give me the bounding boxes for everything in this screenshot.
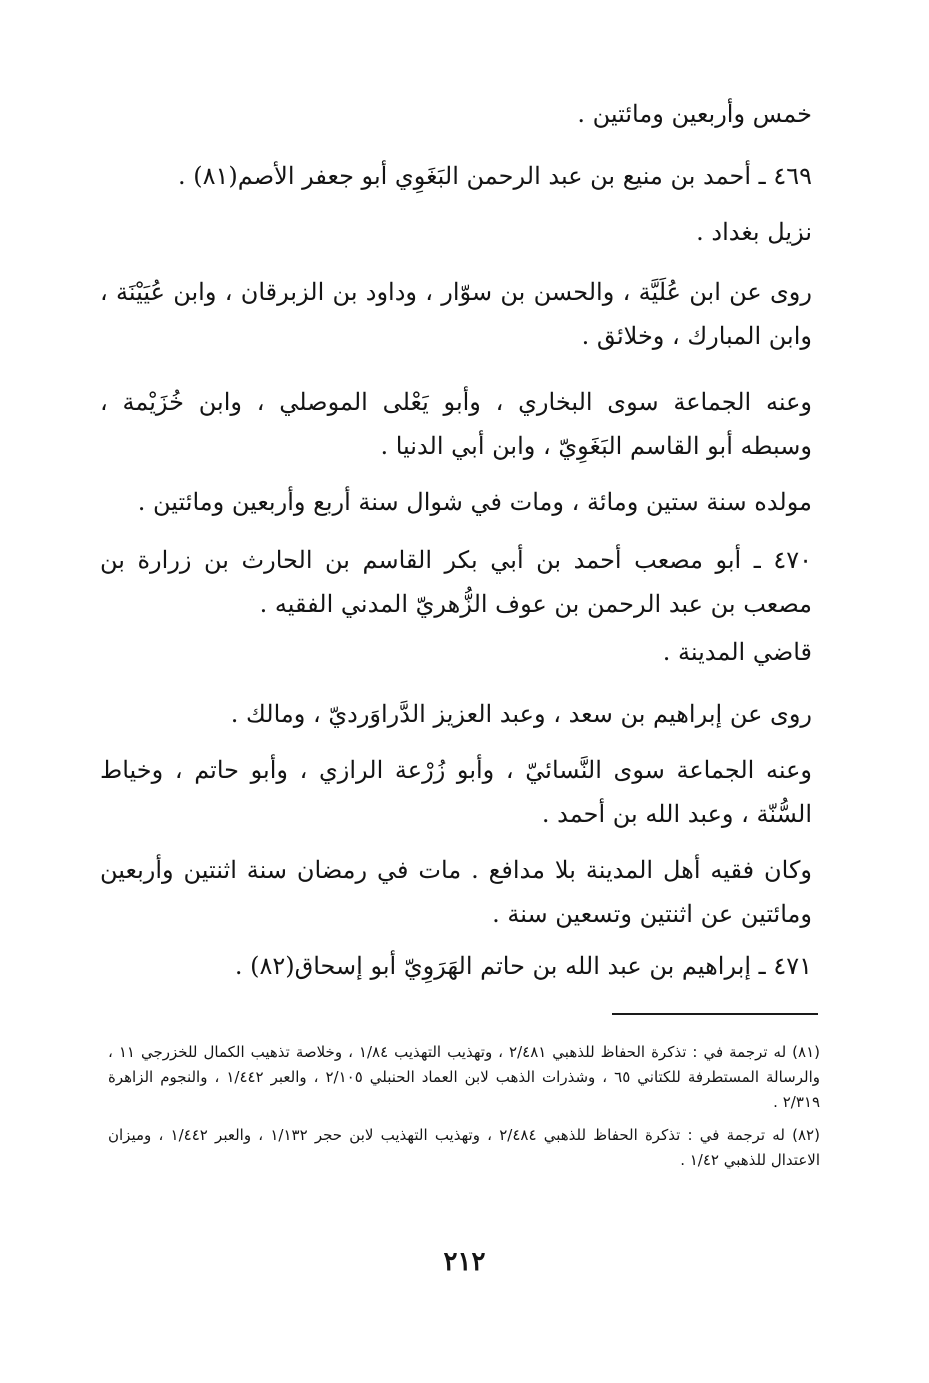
entry-470-death: وكان فقيه أهل المدينة بلا مدافع . مات في رمضان سنة اثنتين وأربعين ومائتين عن اثنتين وتسعين سنة . xyxy=(100,856,812,928)
footnote-separator xyxy=(612,1013,818,1015)
entry-469-heading: ٤٦٩ ـ أحمد بن منيع بن عبد الرحمن البَغَوِي أبو جعفر الأصم(٨١) . xyxy=(178,162,812,190)
footnote-81: (٨١) له ترجمة في : تذكرة الحفاظ للذهبي ٢/٤٨١ ، وتهذيب التهذيب ١/٨٤ ، وخلاصة تذهيب الكمال للخزرجي ١١ ، والرسالة المستطرفة للكتاني ٦٥ ، وشذرات الذهب لابن العماد الحنبلي ٢/١٠٥ ، والعبر ١/٤٤٢ ، والنجوم الزاهرة ٢/٣١٩ . xyxy=(108,1043,821,1111)
footnotes xyxy=(108,1040,820,1181)
entry-470-narrators: وعنه الجماعة سوى النَّسائيّ ، وأبو زُرْعة الرازي ، وأبو حاتم ، وخياط السُّنّة ، وعبد الله بن أحمد . xyxy=(100,756,812,828)
entry-469-narrated-from: روى عن ابن عُلَيَّة ، والحسن بن سوّار ، وداود بن الزبرقان ، وابن عُيَيْنَة ، وابن المبارك ، وخلائق . xyxy=(100,278,812,350)
entry-470-narrated-from: روى عن إبراهيم بن سعد ، وعبد العزيز الدَّراوَرديّ ، ومالك . xyxy=(230,700,812,728)
entry-469-birth-death: مولده سنة ستين ومائة ، ومات في شوال سنة أربع وأربعين ومائتين . xyxy=(137,488,812,516)
entry-469-narrators: وعنه الجماعة سوى البخاري ، وأبو يَعْلى الموصلي ، وابن خُزَيْمة ، وسبطه أبو القاسم البَغَوِيّ ، وابن أبي الدنيا . xyxy=(100,388,812,460)
footnote-82: (٨٢) له ترجمة في : تذكرة الحفاظ للذهبي ٢/٤٨٤ ، وتهذيب التهذيب لابن حجر ١/١٣٢ ، والعبر ١/٤٤٢ ، وميزان الاعتدال للذهبي ١/٤٢ . xyxy=(108,1126,820,1169)
page-number: ٢١٢ xyxy=(443,1247,486,1277)
entry-469-residence: نزيل بغداد . xyxy=(696,218,812,246)
entry-470-office: قاضي المدينة . xyxy=(662,638,812,666)
paragraph-continuation: خمس وأربعين ومائتين . xyxy=(577,100,812,128)
entry-470-heading: ٤٧٠ ـ أبو مصعب أحمد بن أبي بكر القاسم بن الحارث بن زرارة بن مصعب بن عبد الرحمن بن عوف الزُّهريّ المدني الفقيه . xyxy=(100,546,812,618)
entry-471-heading: ٤٧١ ـ إبراهيم بن عبد الله بن حاتم الهَرَوِيّ أبو إسحاق(٨٢) . xyxy=(234,952,812,980)
